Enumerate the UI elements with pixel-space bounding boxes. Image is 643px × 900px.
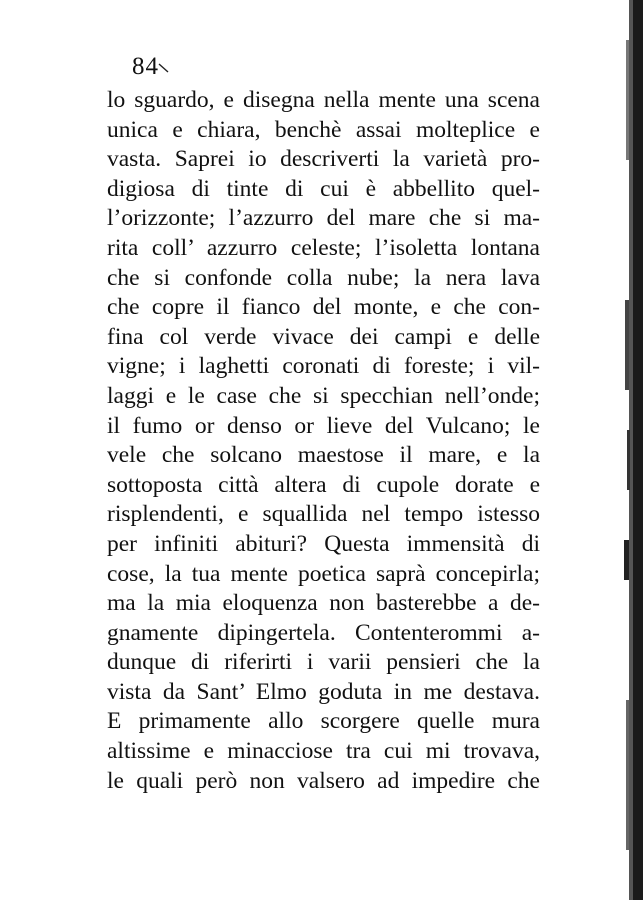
text-line: l’orizzonte; l’azzurro del mare che si ma- [107,205,540,232]
text-line: vigne; i laghetti coronati di foreste; i vil- [107,353,540,380]
scanned-binding-edge [623,0,643,900]
text-line: dunque di riferirti i varii pensieri che la [107,649,540,676]
text-line: fina col verde vivace dei campi e delle [107,323,540,350]
text-line: vele che solcano maestose il mare, e la [107,442,540,469]
text-line: laggi e le case che si specchian nell’onde; [107,382,540,409]
text-line: E primamente allo scorgere quelle mura [107,708,540,735]
text-line: ma la mia eloquenza non basterebbe a de- [107,590,540,617]
text-line: che copre il fianco del monte, e che con- [107,294,540,321]
text-line: per infiniti abituri? Questa immensità di [107,530,540,557]
text-line: gnamente dipingertela. Contenterommi a- [107,619,540,646]
text-line: altissime e minacciose tra cui mi trovava, [107,738,540,765]
printer-mark-icon [158,62,170,74]
text-line: lo sguardo, e disegna nella mente una scena [107,87,540,113]
text-line: risplendenti, e squallida nel tempo istesso [107,501,540,528]
body-text [107,86,540,796]
text-line: unica e chiara, benchè assai molteplice e [107,116,540,143]
text-line: vasta. Saprei io descriverti la varietà pro- [107,146,540,173]
text-line: le quali però non valsero ad impedire che [107,767,540,794]
text-line: il fumo or denso or lieve del Vulcano; le [107,412,540,439]
text-line: vista da Sant’ Elmo goduta in me destava. [107,678,540,705]
page-number: 84 [132,53,159,80]
text-line: sottoposta città altera di cupole dorate e [107,471,540,498]
text-line: digiosa di tinte di cui è abbellito quel- [107,175,540,202]
text-line: rita coll’ azzurro celeste; l’isoletta lontana [107,234,540,261]
text-line: che si confonde colla nube; la nera lava [107,264,540,291]
text-line: cose, la tua mente poetica saprà concepirla; [107,560,540,587]
